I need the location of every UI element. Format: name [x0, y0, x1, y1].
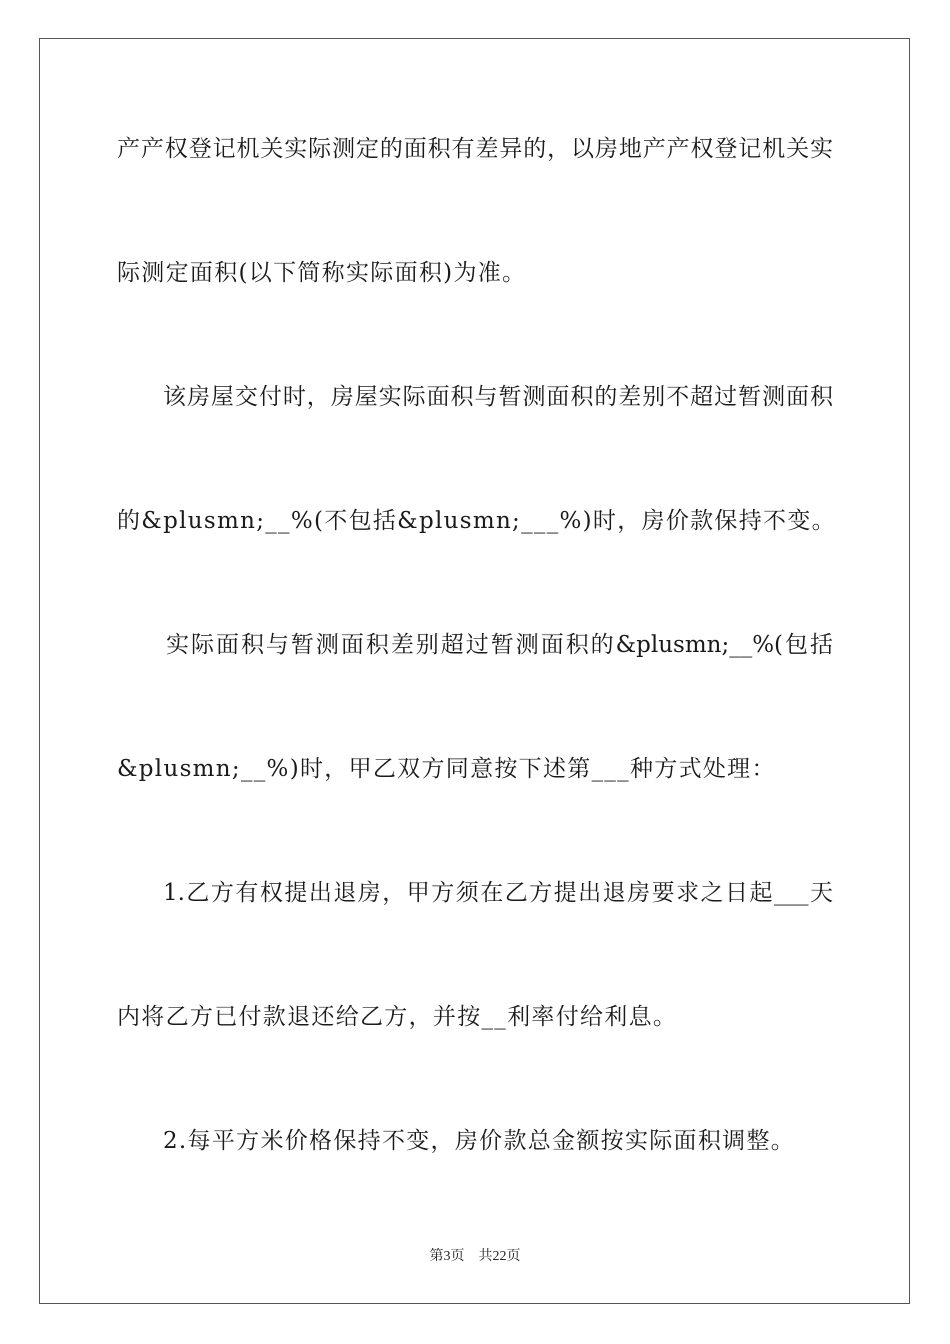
- body-line-2: 际测定面积(以下简称实际面积)为准。: [117, 260, 527, 286]
- page-number: 第3页: [429, 1249, 465, 1264]
- body-line-6: &plusmn;__%)时，甲乙双方同意按下述第___种方式处理：: [117, 756, 776, 782]
- body-line-4: 的&plusmn;__%(不包括&plusmn;___%)时，房价款保持不变。: [117, 508, 836, 534]
- body-line-1: 产产权登记机关实际测定的面积有差异的，以房地产产权登记机关实: [117, 136, 833, 162]
- body-line-3: 该房屋交付时，房屋实际面积与暂测面积的差别不超过暂测面积: [163, 384, 833, 410]
- body-line-9: 2.每平方米价格保持不变，房价款总金额按实际面积调整。: [163, 1128, 796, 1154]
- body-line-8: 内将乙方已付款退还给乙方，并按__利率付给利息。: [117, 1004, 678, 1030]
- page-footer: [0, 1248, 950, 1266]
- body-line-5: 实际面积与暂测面积差别超过暂测面积的&plusmn;__%(包括: [166, 632, 833, 658]
- body-line-7: 1.乙方有权提出退房，甲方须在乙方提出退房要求之日起___天: [163, 880, 833, 906]
- page-border: [39, 38, 910, 1304]
- page-total: 共22页: [478, 1249, 521, 1264]
